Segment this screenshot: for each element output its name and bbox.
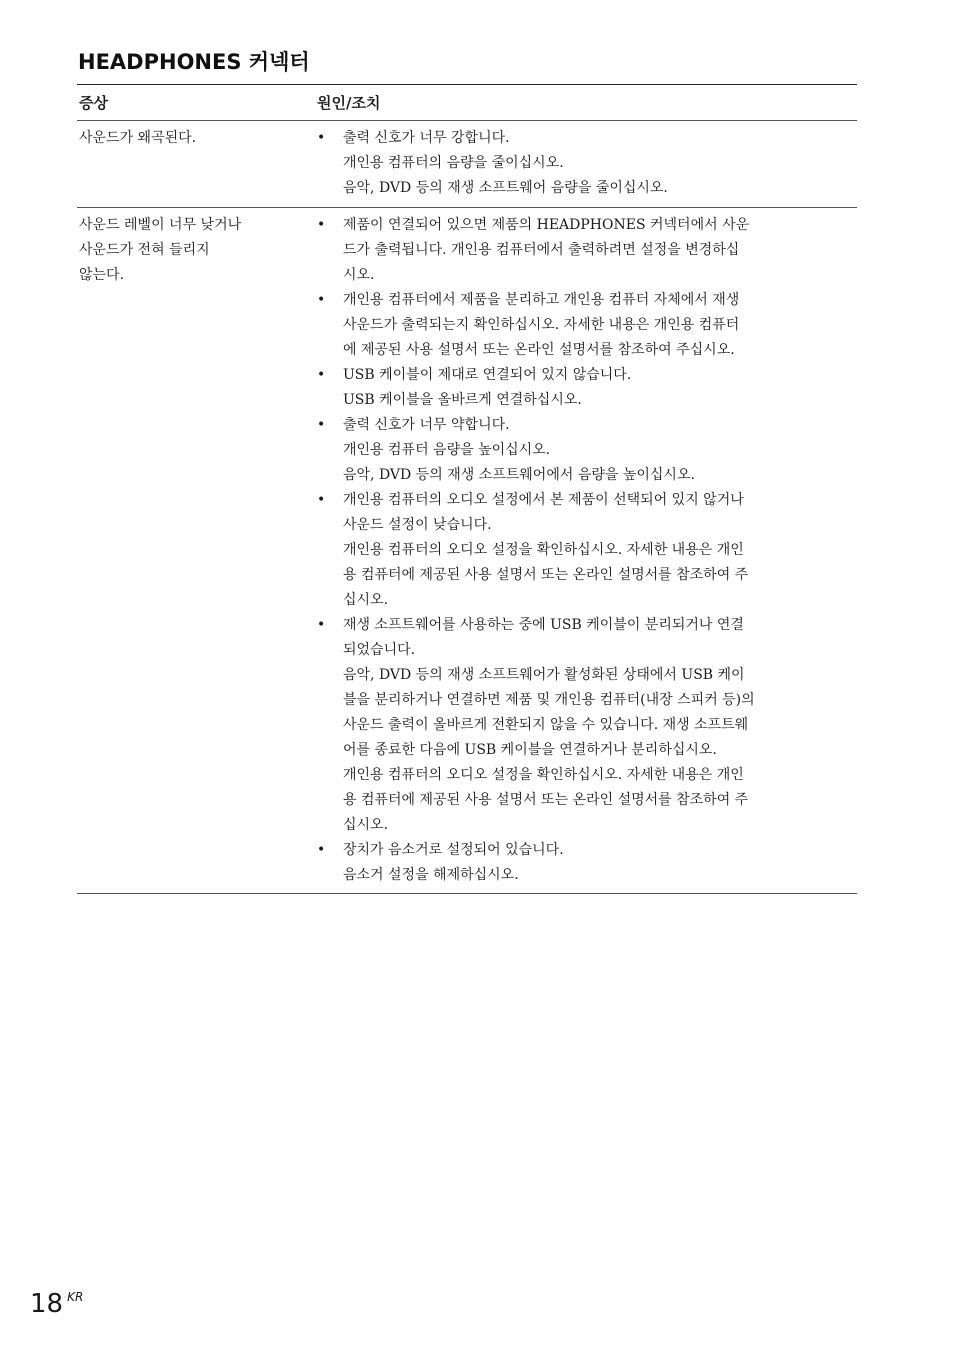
remedy-line: USB 케이블이 제대로 연결되어 있지 않습니다.: [343, 367, 632, 383]
remedy-line: 개인용 컴퓨터에서 제품을 분리하고 개인용 컴퓨터 자체에서 재생: [343, 292, 740, 308]
remedy-line: 사운드가 출력되는지 확인하십시오. 자세한 내용은 개인용 컴퓨터: [343, 317, 740, 333]
symptom-line: 사운드가 왜곡된다.: [79, 130, 197, 146]
remedy-item: [317, 613, 857, 838]
symptom-line: 사운드 레벨이 너무 낮거나: [79, 217, 242, 233]
remedy-item: [317, 488, 857, 613]
symptom-line: 사운드가 전혀 들리지: [79, 242, 210, 258]
remedy-line: 음소거 설정을 해제하십시오.: [343, 867, 519, 883]
remedy-line: 출력 신호가 너무 약합니다.: [343, 417, 510, 433]
remedy-line: 음악, DVD 등의 재생 소프트웨어에서 음량을 높이십시오.: [343, 467, 695, 483]
page-footer: [30, 1287, 83, 1321]
remedy-item: [317, 213, 857, 288]
remedy-line: 십시오.: [343, 592, 389, 608]
remedy-item: [317, 413, 857, 488]
remedy-item: [317, 126, 857, 201]
remedy-line: 음악, DVD 등의 재생 소프트웨어 음량을 줄이십시오.: [343, 180, 668, 196]
remedy-list: [317, 213, 857, 888]
table-row: [77, 208, 857, 894]
remedy-line: 에 제공된 사용 설명서 또는 온라인 설명서를 참조하여 주십시오.: [343, 342, 735, 358]
remedy-item: [317, 288, 857, 363]
column-header-remedy: 원인/조치: [317, 94, 381, 112]
remedy-line: 출력 신호가 너무 강합니다.: [343, 130, 510, 146]
remedy-line: 시오.: [343, 267, 375, 283]
remedy-item: [317, 838, 857, 888]
page-number: 18: [30, 1289, 64, 1319]
remedy-line: 장치가 음소거로 설정되어 있습니다.: [343, 842, 564, 858]
section-title: HEADPHONES 커넥터: [78, 50, 310, 74]
remedy-line: 개인용 컴퓨터의 음량을 줄이십시오.: [343, 155, 564, 171]
symptom-line: 않는다.: [79, 267, 125, 283]
column-header-symptom: 증상: [79, 94, 108, 112]
table-header: [77, 85, 857, 121]
remedy-item: [317, 363, 857, 413]
bullet-icon: •: [317, 617, 326, 633]
troubleshooting-table: [77, 84, 857, 894]
remedy-line: 재생 소프트웨어를 사용하는 중에 USB 케이블이 분리되거나 연결: [343, 617, 744, 633]
remedy-line: 개인용 컴퓨터의 오디오 설정을 확인하십시오. 자세한 내용은 개인: [343, 542, 744, 558]
remedy-line: 사운드 출력이 올바르게 전환되지 않을 수 있습니다. 재생 소프트웨: [343, 717, 749, 733]
bullet-icon: •: [317, 217, 326, 233]
region-code: KR: [67, 1290, 84, 1304]
bullet-icon: •: [317, 130, 326, 146]
remedy-list: [317, 126, 857, 201]
symptom-cell: [77, 213, 317, 888]
remedy-line: USB 케이블을 올바르게 연결하십시오.: [343, 392, 582, 408]
bullet-icon: •: [317, 492, 326, 508]
table-row: [77, 121, 857, 208]
remedy-line: 개인용 컴퓨터의 오디오 설정에서 본 제품이 선택되어 있지 않거나: [343, 492, 744, 508]
bullet-icon: •: [317, 417, 326, 433]
remedy-line: 되었습니다.: [343, 642, 416, 658]
bullet-icon: •: [317, 292, 326, 308]
remedy-line: 용 컴퓨터에 제공된 사용 설명서 또는 온라인 설명서를 참조하여 주: [343, 567, 749, 583]
remedy-line: 어를 종료한 다음에 USB 케이블을 연결하거나 분리하십시오.: [343, 742, 717, 758]
remedy-line: 블을 분리하거나 연결하면 제품 및 개인용 컴퓨터(내장 스피커 등)의: [343, 692, 755, 708]
remedy-line: 제품이 연결되어 있으면 제품의 HEADPHONES 커넥터에서 사운: [343, 217, 750, 233]
bullet-icon: •: [317, 842, 326, 858]
symptom-cell: [77, 126, 317, 201]
remedy-line: 십시오.: [343, 817, 389, 833]
remedy-line: 개인용 컴퓨터의 오디오 설정을 확인하십시오. 자세한 내용은 개인: [343, 767, 744, 783]
remedy-line: 용 컴퓨터에 제공된 사용 설명서 또는 온라인 설명서를 참조하여 주: [343, 792, 749, 808]
remedy-line: 사운드 설정이 낮습니다.: [343, 517, 492, 533]
remedy-line: 개인용 컴퓨터 음량을 높이십시오.: [343, 442, 551, 458]
remedy-line: 음악, DVD 등의 재생 소프트웨어가 활성화된 상태에서 USB 케이: [343, 667, 745, 683]
bullet-icon: •: [317, 367, 326, 383]
remedy-line: 드가 출력됩니다. 개인용 컴퓨터에서 출력하려면 설정을 변경하십: [343, 242, 740, 258]
